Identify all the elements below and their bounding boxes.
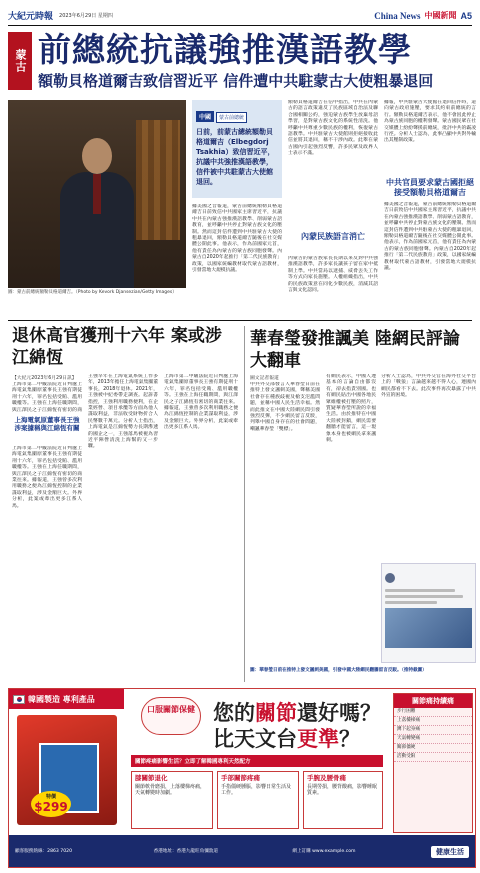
lead-subheadline: 額勒貝格道爾吉致信習近平 信件遭中共駐蒙古大使粗暴退回: [38, 72, 434, 90]
pull-quote-text: 日前，前蒙古總統額勒貝格道爾吉（Elbegdorj Tsakhia）致信習近平，抗議中共強推漢語教學，信件被中共駐蒙古大使館退回。: [196, 128, 275, 186]
lead-subhead-1: 內蒙民族語言消亡: [301, 232, 365, 241]
lead-photo: [8, 100, 186, 288]
story2-headline: 退休高官獲刑十六年 案或涉江綿恆: [12, 326, 222, 368]
lead-column-4a: 據報，中共駐蒙古大使館在退回信件時，還向蒙古政府施壓，要求其約束前總統的言行。額勒貝格道爾吉表示，他不會因此停止為蒙古族同胞的權利發聲。蒙古國民眾在社交媒體上紛紛聲援前總統，批評中共的霸凌行徑。分析人士認為，此事凸顯中共對外輸出其壓制政策。: [384, 100, 476, 144]
lead-column-4b: 據美國之音報道，蒙古前總統額勒貝格道爾吉日前致信中共國家主席習近平，抗議中共在內蒙古強推漢語教學、削弱蒙古語教育，並呼籲中共停止對蒙古族文化的壓制。然而這封信件遭到中共駐蒙古大使的粗暴退回，額勒貝格道爾吉隨後在社交媒體公開此事。他表示，作為前國家元首，他有責任為內蒙古的蒙古族同胞發聲。內蒙古自2020年起推行「第二代民族教育」政策，以國家統編教材取代蒙古語教材，引發當地大規模抗議。: [384, 202, 476, 272]
story2-subhead: 上海電氣原董事長王強涉案據稱與江綿恆有關: [14, 416, 80, 432]
lead-subhead-2: 中共官員要求蒙古國拒絕接受額勒貝格道爾吉: [386, 178, 474, 197]
ad-bubble: 口服關節保健: [141, 697, 201, 735]
photo-caption: 圖：蒙古前總統額勒貝格道爾吉。（Photo by Kevork Djansezian/Getty Images）: [8, 290, 177, 295]
masthead: [8, 6, 472, 26]
ad-right-item: 天氣轉變痛: [394, 735, 472, 744]
quote-label: 中國: [196, 111, 214, 122]
ad-price-badge: [31, 791, 71, 817]
ad-product-image: [17, 715, 117, 825]
korea-flag-icon: [13, 695, 25, 704]
issue-date: 2023年6月29日 星期四: [59, 13, 113, 19]
photo-person: [60, 138, 134, 288]
ad-box-3: [303, 771, 383, 829]
section-divider: [8, 320, 472, 321]
paper-logo: 大紀元時報: [8, 12, 54, 22]
ad-box-1: [131, 771, 213, 829]
ad-right-panel: [393, 693, 473, 833]
region-tag: 蒙古: [8, 32, 32, 90]
section-name-en: China News: [374, 10, 421, 21]
ad-footer-hotline: 顧客服務熱線：2863 7020: [15, 848, 72, 854]
ad-top-bar-text: 韓國製造 專利產品: [28, 694, 95, 704]
price-value: $299: [34, 800, 68, 814]
ad-right-item: 上落樓梯痛: [394, 717, 472, 726]
ad-right-heading: 關節痛持續痛: [394, 694, 472, 708]
ad-box-2: [217, 771, 299, 829]
tweet-image: [385, 608, 472, 648]
photo-background-tapestry: [136, 120, 180, 240]
ad-slogan-line-1: 您的關節還好嗎？: [213, 701, 381, 725]
story2-lede: 上海市第二中級法院近日判處上海電氣集團原董事長王強有期徒刑十六年，罪名包括受賄、濫用職權等。王強在上海任職期間，與江澤民之子江綿恆有密切的商: [12, 382, 82, 412]
story2-column-3: 上海市第二中級法院近日判處上海電氣集團原董事長王強有期徒刑十六年，罪名包括受賄、濫用職權等。王強在上海任職期間，與江澤民之子江綿恆有密切的商業往來。據報道，王強曾多次利用職務之便為江綿恆控制的企業謀取利益，涉及金額巨大。外界分析，此案或牽出更多江系人馬。: [164, 374, 238, 431]
ad-footer-website[interactable]: 網上訂購 www.example.com: [292, 848, 356, 854]
ad-right-item: 關節僵硬: [394, 744, 472, 753]
lead-headline: 前總統抗議強推漢語教學: [38, 31, 412, 69]
story2-column-2: 王強早年在上海電氣系統工作多年，2013年擔任上海電氣集團董事長，2018年退休。2021年，王強被中紀委帶走調查。起訴書指控，王強利用職務便利，在企業經營、項目承攬等方面為他人謀取利益，非法收受財物折合人民幣數千萬元。分析人士指出，上海電氣是江綿恆勢力長期滲透的國企之一，王強落馬被視為習近平陣營清洗上海幫的又一步驟。: [88, 374, 158, 450]
lead-column-2: 額勒貝格道爾吉在信中指出，中共在內蒙古的語言政策違反了民族區域自治法及聯合國相關公約，強迫蒙古族學生放棄母語學習，是對蒙古族文化的系統性清洗。他呼籲中共尊重少數民族的權利，恢復蒙古語教學。中共駐蒙古大使館則拒絕接收此信並將其退回，稱不干涉內政。此舉在蒙古國內引起強烈反響，許多民眾及政界人士表示不滿。: [288, 100, 378, 157]
price-note: 特價: [45, 794, 56, 800]
column-separator: [244, 326, 245, 682]
ad-strip: 關節疼痛影響生活？立即了解韓國專利天然配方: [131, 755, 383, 767]
pull-quote-box: [192, 100, 282, 198]
story3-byline: 圖文記者報道: [250, 376, 279, 381]
ad-right-item: 活動受限: [394, 753, 472, 762]
ad-right-item: 蹲下起身痛: [394, 726, 472, 735]
ad-slogan-line-2: 比天文台更準？: [213, 727, 360, 751]
ad-box-2-title: 手部關節疼痛: [221, 774, 260, 782]
ad-footer-address: 香港地址：香港九龍旺角彌敦道: [153, 848, 218, 854]
page-number: A5: [460, 10, 472, 21]
story3-column-2: 有網民表示，中國人連基本的言論自由都沒有，卻去指責別國。也有網民貼出中國各地民眾維權被打壓的照片，質疑華春瑩所說的幸福生活。由於推特在中國大陸被封鎖，網民需要翻牆才能留言，這一現象本身也被網民拿來諷刺。: [326, 374, 376, 444]
ad-box-3-title: 手腕及腰骨痛: [307, 774, 346, 782]
masthead-right: [374, 10, 472, 21]
story3-column-3: 分析人士認為，中共外交官在海外社交平台上的「戰狼」言論越來越不得人心，連國內網民都看不下去。此次事件再次暴露了中共外宣的困境。: [381, 374, 476, 399]
ad-box-2-text: 手指僵硬腫脹，影響日常生活及工作。: [221, 783, 292, 796]
tweet-avatar: [385, 573, 395, 583]
ad-box-1-title: 膝關節退化: [135, 774, 168, 782]
story2-byline: 【大紀元2023年6月29日訊】: [12, 376, 77, 381]
lead-column-3: 內蒙古的蒙古族家長長期以來反對中共強推漢語教學，許多家長讓孩子留在家中抵制上學。中共當局以逮捕、威脅丟失工作等方式向家長施壓。人權組織指出，中共的民族政策意在同化少數民族，消滅其語言與文化認同。: [288, 256, 378, 294]
masthead-left: [8, 9, 113, 22]
ad-footer: [9, 835, 475, 868]
ad-top-bar: [9, 689, 124, 709]
tweet-screenshot: [381, 563, 476, 663]
ad-footer-brand: 健康生活: [431, 846, 469, 858]
story3-column-1: 中共外交部發言人華春瑩日前在推特上發文諷刺美國，聲稱美國社會存在種族歧視及槍支氾濫問題，並稱中國人民生活幸福。然而此推文在中國大陸網民間引發強烈反彈，不少網民留言反駁，列舉中國自身存在的社會問題，嘲諷華春瑩「雙標」。: [250, 382, 320, 432]
ad-box-1-text: 關節軟骨磨損，上落樓梯疼痛，天氣轉變時加劇。: [135, 783, 206, 796]
story3-headline: 華春瑩發推諷美 陸網民評論大翻車: [250, 329, 460, 371]
advertisement: [8, 688, 476, 868]
ad-right-item: 步行困難: [394, 708, 472, 717]
lead-column-1: 據美國之音報道，蒙古前總統額勒貝格道爾吉日前致信中共國家主席習近平，抗議中共在內蒙古強推漢語教學、削弱蒙古語教育，並呼籲中共停止對蒙古族文化的壓制。然而這封信件遭到中共駐蒙古大使的粗暴退回，額勒貝格道爾吉隨後在社交媒體公開此事。他表示，作為前國家元首，他有責任為內蒙古的蒙古族同胞發聲。內蒙古自2020年起推行「第二代民族教育」政策，以國家統編教材取代蒙古語教材，引發當地大規模抗議。: [192, 204, 282, 274]
quote-label-secondary: 蒙古前總統: [216, 112, 247, 123]
story2-column-1: 上海市第二中級法院近日判處上海電氣集團原董事長王強有期徒刑十六年，罪名包括受賄、濫用職權等。王強在上海任職期間，與江澤民之子江綿恆有密切的商業往來。據報道，王強曾多次利用職務之便為江綿恆控制的企業謀取利益，涉及金額巨大。外界分析，此案或牽出更多江系人馬。: [12, 446, 82, 509]
ad-center-panel: [127, 693, 387, 823]
section-name-zh: 中國新聞: [424, 11, 457, 20]
ad-box-3-text: 長期勞損，腰背酸痛，影響睡眠質素。: [307, 783, 378, 796]
tweet-caption: 圖：華春瑩日前在推特上發文諷刺美國，引發中國大陸網民翻牆留言反駁。（推特截圖）: [250, 668, 427, 673]
